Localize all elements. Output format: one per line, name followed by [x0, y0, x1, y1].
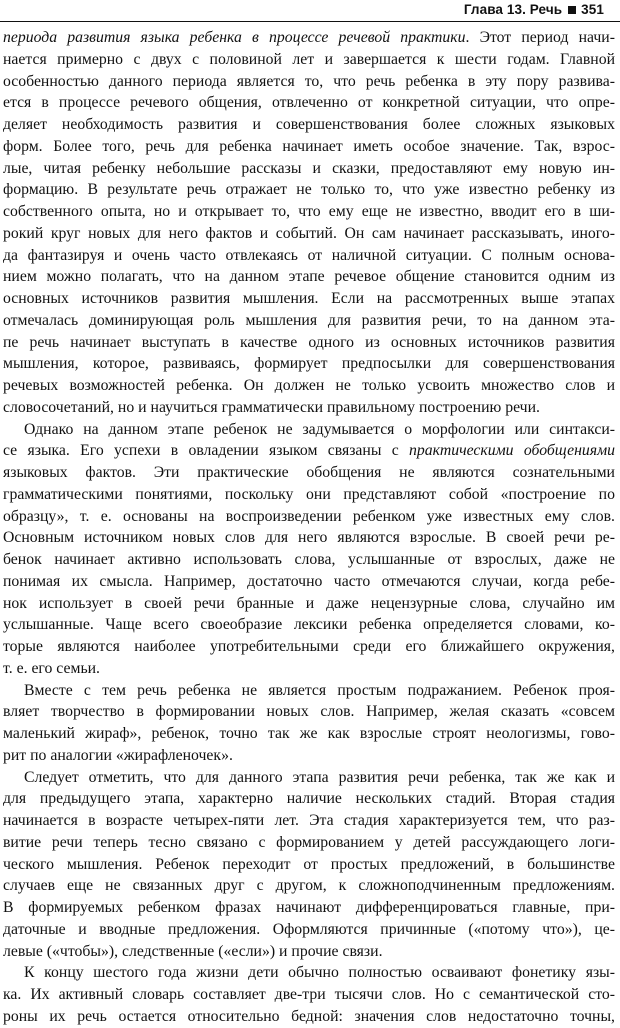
text-run: нок использует в своей речи бранные и даже нецензурные слова, случайно им — [3, 594, 615, 612]
text-line — [3, 614, 615, 636]
text-run: да фантазируя и очень часто отвлекаясь от наличной ситуации. С полным основа- — [3, 246, 615, 264]
text-line — [3, 788, 615, 810]
text-run: образцу», т. е. основаны на воспроизведении ребенком уже известных ему слов. — [3, 507, 615, 525]
paragraph — [3, 27, 615, 419]
paragraph — [3, 680, 615, 767]
text-line — [3, 310, 615, 332]
text-run: бенок начинает активно использовать слова, услышанные от взрослых, даже не — [3, 551, 615, 568]
text-line — [3, 114, 615, 136]
text-line — [3, 810, 615, 832]
text-run: для предыдущего этапа, характерно наличие нескольких стадий. Вторая стадия — [3, 790, 615, 808]
text-line — [3, 832, 615, 854]
text-run: торые являются наиболее употребительными среди его ближайшего окружения, — [3, 638, 615, 655]
text-run: Вместе с тем речь ребенка не является простым подражанием. Ребенок проя- — [24, 681, 615, 699]
text-run: нием можно полагать, что на данном этапе речевое общение становится одним из — [3, 268, 615, 286]
text-line — [3, 506, 615, 528]
text-run: пе речь начинает выступать в качестве одного из основных источников развития — [3, 333, 615, 351]
text-run: основных источников развития мышления. Если на рассмотренных выше этапах — [3, 290, 615, 307]
text-line — [3, 1006, 615, 1028]
italic-term: периода развития языка ребенка в процессе речевой практики — [3, 29, 466, 46]
text-line — [3, 962, 615, 984]
text-run: лые, читая ребенку небольшие рассказы и сказки, предоставляют ему новую ин- — [3, 159, 615, 177]
text-run: ка. Их активный словарь составляет две-три тысячи слов. Но с семантической сто- — [3, 986, 615, 1003]
text-run: нается примерно с двух с половиной лет и завершается к шести годам. Главной — [3, 50, 615, 68]
text-line — [3, 767, 615, 789]
paragraph — [3, 419, 615, 680]
text-run: особенностью данного периода является то, что речь ребенка в эту пору развива- — [3, 72, 615, 90]
chapter-title: Глава 13. Речь — [463, 2, 563, 17]
text-run: случаев еще не связанных друг с другом, к сложноподчиненным предложениям. — [3, 877, 615, 895]
text-line — [3, 549, 615, 571]
text-line — [3, 745, 615, 767]
text-line — [3, 701, 615, 723]
text-line — [3, 984, 615, 1006]
text-line — [3, 636, 615, 658]
text-line — [3, 353, 615, 375]
text-run: отмечалась доминирующая роль мышления для развития речи, то на данном эта- — [3, 311, 615, 329]
text-run: роны их речь остается относительно бедной: значения слов недостаточно точны, — [3, 1007, 615, 1025]
text-run: ческого мышления. Ребенок переходит от простых предложений, в большинстве — [3, 855, 615, 873]
text-line — [3, 266, 615, 288]
text-line — [3, 332, 615, 354]
text-line — [3, 419, 615, 441]
text-run: т. е. его семьи. — [3, 659, 100, 677]
text-line — [3, 158, 615, 180]
text-run: . Этот период начи- — [465, 29, 615, 46]
text-line — [3, 223, 615, 245]
text-run: маленький жираф», ребенок, точно так же как взрослые строят неологизмы, гово- — [3, 725, 615, 742]
text-line — [3, 440, 615, 462]
page-number: 351 — [581, 2, 604, 17]
text-line — [3, 897, 615, 919]
text-run: грамматическими понятиями, поскольку они представляют собой «построение по — [3, 485, 615, 503]
text-line — [3, 397, 615, 419]
text-run: речевых возможностей ребенка. Он должен не только усвоить множество слов и — [3, 377, 615, 394]
text-run: вляет творчество в формировании новых слов. Например, желая сказать «совсем — [3, 703, 615, 721]
text-run: собственного опыта, но и открывает то, что ему еще не известно, вводит его в ши- — [3, 203, 615, 220]
text-run: деляет необходимость развития и совершенствования более сложных языковых — [3, 116, 615, 133]
text-run: Следует отметить, что для данного этапа развития речи ребенка, так же как и — [24, 768, 615, 786]
text-line — [3, 136, 615, 158]
text-run: формацию. В результате речь отражает не только то, что уже известно ребенку из — [3, 181, 615, 199]
running-head — [464, 2, 604, 17]
text-line — [3, 92, 615, 114]
text-line — [3, 941, 615, 963]
text-line — [3, 245, 615, 267]
square-bullet-icon — [568, 6, 576, 14]
paragraph — [3, 767, 615, 963]
text-line — [3, 462, 615, 484]
text-line — [3, 723, 615, 745]
paragraph — [3, 962, 615, 1027]
text-line — [3, 854, 615, 876]
text-line — [3, 288, 615, 310]
text-run: начинается в возрасте четырех-пяти лет. Эта стадия характеризуется тем, что раз- — [3, 812, 615, 829]
text-run: рокий круг новых для него фактов и событий. Он сам начинает рассказывать, иного- — [3, 224, 615, 242]
text-run: рит по аналогии «жирафленочек». — [3, 746, 233, 764]
text-run: услышанные. Чаще всего своеобразие лексики ребенка определяется словами, ко- — [3, 616, 615, 634]
text-line — [3, 571, 615, 593]
text-run: мышления, которое, развиваясь, формирует предпосылки для совершенствования — [3, 355, 615, 373]
text-line — [3, 875, 615, 897]
text-line — [3, 179, 615, 201]
text-run: В формируемых ребенком фразах начинают дифференцироваться главные, при- — [3, 899, 615, 916]
text-run: Основным источником новых слов для него являются взрослые. В своей речи ре- — [3, 529, 615, 547]
text-line — [3, 527, 615, 549]
text-run: се языка. Его успехи в овладении языком связаны с — [3, 442, 410, 460]
text-line — [3, 201, 615, 223]
text-run: понимая их смысла. Например, достаточно часто отмечаются случаи, когда ребе- — [3, 572, 615, 590]
text-run: Однако на данном этапе ребенок не задумывается о морфологии или синтакси- — [24, 420, 615, 438]
text-run: ется в процессе речевого общения, отвлеченно от конкретной ситуации, что опре- — [3, 94, 615, 112]
body-text — [3, 27, 615, 1028]
text-run: даточные и вводные предложения. Оформляются причинные («потому что»), це- — [3, 920, 615, 938]
text-line — [3, 484, 615, 506]
text-run: витие речи теперь тесно связано с формированием у детей рассуждающего логи- — [3, 833, 615, 851]
text-run: К концу шестого года жизни дети обычно полностью осваивают фонетику язы- — [24, 964, 615, 982]
text-line — [3, 49, 615, 71]
header-rule — [0, 21, 620, 22]
text-run: форм. Более того, речь для ребенка начинает иметь особое значение. Так, взрос- — [3, 137, 615, 155]
text-line — [3, 375, 615, 397]
text-line — [3, 27, 615, 49]
text-run: словосочетаний, но и научиться грамматически правильному построению речи. — [3, 398, 540, 416]
text-run: языковых фактов. Эти практические обобщения не являются сознательными — [3, 464, 615, 481]
text-line — [3, 71, 615, 93]
text-line — [3, 593, 615, 615]
italic-term: практическими обобщениями — [409, 442, 615, 460]
text-line — [3, 658, 615, 680]
page-header — [0, 0, 620, 22]
text-run: левые («чтобы»), следственные («если») и прочие связи. — [3, 942, 383, 960]
text-line — [3, 919, 615, 941]
text-line — [3, 680, 615, 702]
